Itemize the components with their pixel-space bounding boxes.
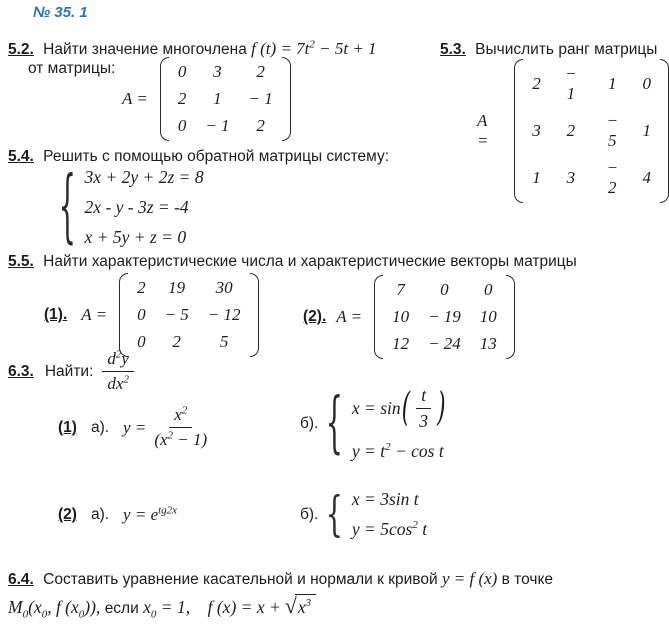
item-2-label: (2) bbox=[58, 506, 77, 523]
problem-5-5-item-2 bbox=[303, 275, 515, 359]
formula-y-fx: y = f (x) bbox=[441, 569, 498, 588]
formula-text: y = e bbox=[123, 505, 159, 524]
formula-subscript: 0 bbox=[22, 608, 29, 621]
parametric-y-equation bbox=[352, 519, 427, 540]
problem-6-3-number: 6.3. bbox=[8, 362, 34, 380]
item-a-label: а). bbox=[90, 506, 110, 523]
matrix-cell: − 24 bbox=[428, 334, 461, 353]
parametric-system bbox=[324, 486, 428, 543]
problem-5-5-heading bbox=[8, 253, 577, 271]
matrix-cell: 10 bbox=[392, 307, 410, 326]
equation: x + 5y + z = 0 bbox=[84, 227, 187, 247]
problem-5-4-title: Решить с помощью обратной матрицы систему: bbox=[43, 148, 390, 165]
formula-text: (x bbox=[28, 597, 42, 617]
formula-text: , f (x bbox=[47, 597, 79, 617]
problem-6-3-item-2a bbox=[58, 505, 177, 525]
matrix-grid bbox=[383, 275, 506, 359]
item-1-label: (1) bbox=[58, 418, 77, 436]
big-paren-left-icon: ( bbox=[401, 386, 411, 431]
matrix-cell: 3 bbox=[532, 121, 541, 140]
matrix-block-5-5-1 bbox=[81, 273, 258, 357]
formula-text: )), bbox=[84, 597, 101, 617]
formula-exponent: 2 bbox=[385, 441, 391, 454]
matrix-grid bbox=[128, 273, 249, 357]
formula-subscript: 0 bbox=[78, 608, 85, 621]
formula-text: t bbox=[417, 519, 428, 539]
formula-text: x bbox=[174, 405, 182, 424]
matrix-cell: 0 bbox=[440, 280, 449, 299]
formula-exponential bbox=[123, 505, 177, 525]
matrix-cell: 0 bbox=[177, 116, 187, 135]
matrix-label: A = bbox=[81, 305, 108, 324]
formula-text: y bbox=[121, 349, 129, 368]
problem-6-4-heading bbox=[8, 569, 553, 589]
fraction bbox=[414, 385, 433, 432]
brace-icon: { bbox=[325, 385, 344, 462]
problem-5-2-heading bbox=[8, 39, 377, 59]
matrix-paren-right-icon bbox=[660, 59, 669, 203]
formula-text: x = sin bbox=[351, 398, 401, 418]
big-paren-right-icon: ) bbox=[437, 386, 446, 431]
matrix-cell: 12 bbox=[392, 334, 410, 353]
matrix-cell: − 1 bbox=[248, 89, 273, 108]
matrix-cell: 5 bbox=[219, 332, 229, 351]
problem-6-3-title: Найти: bbox=[44, 362, 94, 380]
formula-text: − cos t bbox=[390, 441, 444, 461]
fraction-denominator bbox=[149, 428, 212, 450]
equation-list bbox=[85, 167, 204, 248]
matrix-cell: − 19 bbox=[428, 307, 461, 326]
matrix-cell: 2 bbox=[566, 121, 576, 140]
matrix-block-5-5-2 bbox=[336, 275, 515, 359]
matrix-paren-left-icon bbox=[514, 59, 523, 203]
polynomial-formula bbox=[251, 39, 376, 58]
radicand bbox=[295, 594, 316, 618]
matrix-block-5-3 bbox=[477, 59, 669, 203]
matrix-cell: − 5 bbox=[164, 305, 189, 324]
parametric-equations bbox=[352, 385, 447, 462]
matrix-cell: 30 bbox=[215, 278, 233, 297]
fraction-numerator bbox=[102, 349, 134, 372]
matrix-cell: 1 bbox=[213, 89, 222, 108]
square-root bbox=[285, 594, 316, 618]
problem-5-3-number: 5.3. bbox=[440, 41, 466, 58]
matrix-cell: 0 bbox=[484, 280, 493, 299]
doc-number: № 35. 1 bbox=[33, 4, 88, 21]
item-b-label: б). bbox=[300, 505, 319, 523]
formula-exponent: tg2x bbox=[158, 504, 178, 517]
parametric-equations bbox=[352, 489, 427, 540]
formula-text: d bbox=[107, 349, 116, 368]
formula-text: y = t bbox=[351, 441, 386, 461]
formula-text: = 1, bbox=[156, 597, 191, 617]
matrix-paren-left-icon bbox=[374, 275, 383, 359]
matrix-cell: 2 bbox=[137, 278, 146, 297]
formula-text: x bbox=[297, 597, 306, 617]
formula-text: − 1) bbox=[173, 430, 208, 449]
problem-6-3-item-2b bbox=[300, 486, 428, 543]
second-derivative-fraction bbox=[102, 349, 134, 394]
matrix-5-5-2 bbox=[374, 275, 515, 359]
problem-6-4-title-end: в точке bbox=[501, 571, 554, 588]
matrix-cell: 2 bbox=[532, 74, 541, 93]
matrix-paren-right-icon bbox=[282, 57, 291, 141]
matrix-cell: 2 bbox=[256, 62, 265, 81]
formula-text: dx bbox=[107, 374, 124, 393]
matrix-cell: − 5 bbox=[606, 111, 619, 150]
parametric-x-equation bbox=[352, 385, 447, 432]
problem-6-4-number: 6.4. bbox=[8, 571, 34, 588]
matrix-cell: − 12 bbox=[207, 305, 241, 324]
problem-5-4-number: 5.4. bbox=[8, 148, 34, 165]
matrix-block-5-2 bbox=[122, 57, 291, 141]
matrix-cell: 2 bbox=[256, 116, 265, 135]
equation-system-5-4 bbox=[57, 161, 204, 254]
matrix-label: A = bbox=[477, 111, 489, 150]
problem-5-2-number: 5.2. bbox=[8, 41, 34, 58]
matrix-cell: 0 bbox=[177, 62, 187, 81]
problem-6-3-item-1a bbox=[58, 405, 215, 450]
formula-subscript: 0 bbox=[150, 608, 157, 621]
fraction-denominator: 3 bbox=[419, 411, 428, 431]
matrix-cell: 7 bbox=[396, 280, 405, 299]
matrix-paren-left-icon bbox=[160, 57, 169, 141]
problem-5-2-title: Найти значение многочлена bbox=[43, 41, 247, 58]
matrix-cell: 10 bbox=[479, 307, 497, 326]
matrix-cell: 3 bbox=[213, 62, 222, 81]
radical-icon: √ bbox=[284, 593, 297, 618]
matrix-cell: 0 bbox=[642, 74, 651, 93]
problem-6-4-title: Составить уравнение касательной и нормали к кривой bbox=[43, 571, 438, 588]
brace-icon: { bbox=[58, 161, 76, 254]
problem-5-5-title: Найти характеристические числа и характеристические векторы матрицы bbox=[43, 253, 577, 270]
brace-icon: { bbox=[325, 486, 344, 543]
formula-exponent: 2 bbox=[115, 348, 122, 361]
fraction-numerator bbox=[169, 405, 192, 428]
parametric-system bbox=[324, 385, 446, 462]
problem-5-3-title: Вычислить ранг матрицы bbox=[475, 41, 658, 58]
matrix-5-2 bbox=[160, 57, 291, 141]
formula-text: (x bbox=[154, 430, 168, 449]
formula-exponent: 3 bbox=[305, 597, 312, 610]
fraction-denominator bbox=[102, 372, 134, 394]
formula-rational-function bbox=[123, 405, 215, 450]
parametric-x-equation: x = 3sin t bbox=[351, 489, 419, 509]
equation: 2x - y - 3z = -4 bbox=[84, 197, 189, 217]
matrix-paren-right-icon bbox=[506, 275, 515, 359]
matrix-cell: 0 bbox=[137, 305, 146, 324]
matrix-cell: − 2 bbox=[606, 158, 619, 197]
matrix-cell: − 1 bbox=[565, 64, 577, 103]
formula-text: f (t) = 7t bbox=[251, 39, 310, 58]
formula-subscript: 0 bbox=[41, 608, 48, 621]
matrix-label: A = bbox=[122, 89, 148, 108]
matrix-cell: 1 bbox=[608, 74, 617, 93]
formula-exponent: 2 bbox=[181, 404, 188, 417]
problem-5-5-item-1 bbox=[44, 273, 259, 357]
matrix-cell: 3 bbox=[566, 168, 576, 187]
matrix-label: A = bbox=[336, 307, 363, 326]
formula-text: y = bbox=[123, 417, 147, 437]
matrix-grid bbox=[523, 59, 660, 203]
x0-value bbox=[143, 597, 191, 621]
fraction-numerator: t bbox=[416, 385, 431, 409]
matrix-cell: 2 bbox=[172, 332, 181, 351]
item-a-label: а). bbox=[90, 418, 110, 436]
condition-word: если bbox=[104, 600, 139, 617]
problem-5-5-number: 5.5. bbox=[8, 253, 34, 270]
equation: 3x + 2y + 2z = 8 bbox=[84, 167, 204, 187]
item-1-label: (1). bbox=[44, 306, 68, 323]
matrix-cell: 1 bbox=[532, 168, 541, 187]
problem-6-4-condition bbox=[8, 593, 316, 621]
formula-exponent: 2 bbox=[167, 429, 174, 442]
function-definition: f (x) = x + bbox=[207, 597, 281, 617]
point-m0 bbox=[8, 597, 101, 621]
item-2-label: (2). bbox=[303, 308, 327, 325]
matrix-cell: 1 bbox=[642, 121, 651, 140]
fraction bbox=[149, 405, 212, 450]
matrix-cell: 4 bbox=[642, 168, 651, 187]
formula-exponent: 2 bbox=[123, 373, 129, 386]
matrix-cell: 19 bbox=[168, 278, 186, 297]
matrix-paren-right-icon bbox=[250, 273, 259, 357]
problem-5-3-heading bbox=[440, 41, 657, 59]
matrix-5-3 bbox=[514, 59, 669, 203]
matrix-paren-left-icon bbox=[119, 273, 128, 357]
formula-text: M bbox=[8, 597, 23, 617]
formula-text: x bbox=[143, 597, 151, 617]
matrix-grid bbox=[169, 57, 282, 141]
formula-exponent: 2 bbox=[412, 519, 418, 532]
formula-exponent: 2 bbox=[309, 38, 315, 51]
matrix-cell: 2 bbox=[177, 89, 187, 108]
item-b-label: б). bbox=[300, 414, 319, 432]
matrix-cell: 0 bbox=[137, 332, 146, 351]
parametric-y-equation bbox=[352, 441, 447, 462]
problem-6-3-heading bbox=[8, 349, 137, 394]
formula-text: − 5t + 1 bbox=[314, 39, 377, 58]
matrix-cell: − 1 bbox=[205, 116, 230, 135]
matrix-cell: 13 bbox=[479, 334, 497, 353]
problem-6-3-item-1b bbox=[300, 385, 447, 462]
matrix-5-5-1 bbox=[119, 273, 258, 357]
formula-text: y = 5cos bbox=[351, 519, 413, 539]
problem-5-2-subtitle: от матрицы: bbox=[28, 60, 116, 77]
